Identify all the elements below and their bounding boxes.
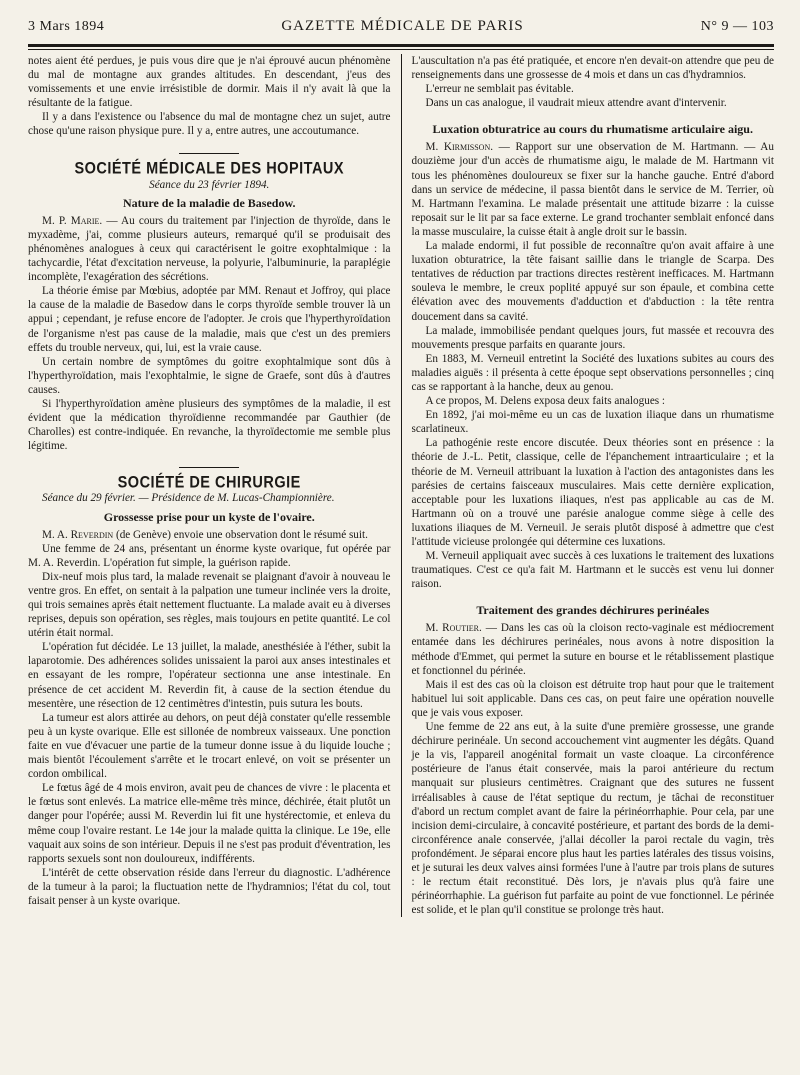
paragraph: L'opération fut décidée. Le 13 juillet, la malade, anesthésiée à l'éther, subit la laparotomie. Des adhérences solides unissaient la paroi aux anses intestinales et en essayant de les rompre, l'opérateur sectionna une anse intestinale. En présence de cet accident M. Reverdin fit, à cause de la section étendue du mesentère, une résection de 12 centimètres d'intestin, puis sutura les bouts. (28, 641, 391, 710)
paragraph: — Rapport sur une observation de M. Hartmann. — Au douzième jour d'un accès de rhumatisme aigu, le malade de M. Hartmann vit tous les phénomènes douloureux se fixer sur la hanche gauche. Entré d'abord dans un service de médecine, il passa bientôt dans le service de M. Terrier, où M. Hartmann l'examina. Le malade présentait une attitude bizarre : la cuisse reposait sur le lit par sa face externe. Le grand trochanter semblait enfoncé dans la masse musculaire, la cuisse était à angle droit sur le bassin. (411, 141, 774, 238)
paragraph: La malade, immobilisée pendant quelques jours, fut massée et recouvra des mouvements presque parfaits en quarante jours. (411, 324, 774, 351)
article-title-grossesse: Grossesse prise pour un kyste de l'ovaire. (103, 509, 315, 524)
article-title-traitement: Traitement des grandes déchirures perinéales (476, 603, 710, 618)
paragraph: Il y a dans l'existence ou l'absence du mal de montagne chez un sujet, autre chose qu'une raison physique pure. Il y a, entre autres, une accoutumance. (28, 111, 391, 138)
speaker-name: M. A. Reverdin (42, 528, 114, 541)
left-column (28, 54, 401, 917)
seance-date: Séance du 23 février 1894. (149, 178, 270, 191)
paragraph: Mais il est des cas où la cloison est détruite trop haut pour que le traitement habituel lui soit applicable. Dans ces cas, on peut faire une opération nouvelle que je vais vous exposer. (411, 678, 774, 719)
paragraph: L'auscultation n'a pas été pratiquée, et encore n'en devait-on attendre que peu de renseignements dans une grossesse de 4 mois et dans un cas d'hydramnios. (411, 55, 774, 82)
paragraph: La théorie émise par Mœbius, adoptée par MM. Renaut et Joffroy, qui place la cause de la maladie de Basedow dans le corps thyroïde semble trouver là un appui ; cependant, je refuse encore de l'adopter. Je crois que l'hyperthyroïdation de l'organisme n'est pas cause de la maladie, mais que c'est un des premiers effets du trouble nerveux, qui, lui, est la vraie cause. (28, 285, 391, 354)
paragraph: — Dans les cas où la cloison recto-vaginale est médiocrement entamée dans les déchirures perinéales, nous avons à notre disposition la méthode d'Emmet, qui permet la suture en bourse et le rétablissement plastique et fonctionnel du périnée. (411, 622, 774, 677)
article-title-luxation: Luxation obturatrice au cours du rhumatisme articulaire aigu. (432, 122, 753, 137)
section-title-chirurgie: SOCIÉTÉ DE CHIRURGIE (117, 474, 301, 493)
paragraph: Une femme de 22 ans eut, à la suite d'une première grossesse, une grande déchirure perinéale. Un second accouchement vint augmenter les dégâts. Quand je la vis, l'appareil anogénital formait un vaste cloaque. La circonférence postérieure de l'anus était conservée, mais la paroi antérieure du rectum manquait sur plusieurs centimètres. Craignant que des sutures ne fussent irréalisables à cause de l'état septique du rectum, je tâchai de reconstituer d'abord un rectum complet avant de faire la périnéorrhaphie. Pour cela, par une incision demi-circulaire, à concavité postérieure, et partant des bords de la demi-circonférence anale conservée, j'allai décoller la paroi rectale du vagin, très profondément. Je séparai encore plus haut les parties latérales des tissus voisins, et je suturai les deux valves ainsi formées l'une à l'autre par trois plans de sutures : le rectum était reconstitué. Dès lors, je n'avais plus qu'à faire une périnéorrhaphie. La guérison fut parfaite au point de vue fonctionnel. Le périnée est solide, et le plan qu'il constitue se prolonge très haut. (411, 721, 774, 917)
paragraph: M. Verneuil appliquait avec succès à ces luxations le traitement des luxations traumatiques. C'est ce qu'a fait M. Hartmann et le succès est venu lui donner raison. (411, 550, 774, 591)
paragraph: — Au cours du traitement par l'injection de thyroïde, dans le myxadème, j'ai, comme plusieurs auteurs, remarqué qu'il se produisait des phénomènes analogues à ceux qui caractérisent le goitre exophtalmique : la tachycardie, l'état d'excitation nerveuse, la polyurie, l'albuminurie, la paraplégie incomplète, l'exagération des sécrétions. (28, 214, 391, 284)
paragraph: Le fœtus âgé de 4 mois environ, avait peu de chances de vivre : le placenta et le fœtus sont enlevés. La matrice elle-même très mince, déchirée, était plutôt un danger pour l'opérée; aussi M. Reverdin lui fit une hystérectomie, et enleva du même coup l'ovaire restant. Le 14e jour la malade quitta la clinique. Le 19e, elle vaquait aux soins de son intérieur. Depuis il ne s'est pas produit d'éventration, les rapports sexuels sont non douloureux, indifférents. (28, 782, 391, 865)
paragraph: La pathogénie reste encore discutée. Deux théories sont en présence : la théorie de J.-L. Petit, classique, celle de l'épanchement intraarticulaire ; et la théorie de M. Verneuil attribuant la luxation à l'action des antagonistes dans les parésies de certains faisceaux musculaires. Mais cette dernière explication, acceptable pour les luxations iliaques, n'est pas applicable au cas de M. Hartmann où on a trouvé une parésie analogue comme siège à celle des luxations iliaques de M. Verneuil. Je serais plutôt disposé à admettre que c'est l'attitude vicieuse prolongée qui détermine ces luxations. (411, 437, 774, 548)
paragraph: Si l'hyperthyroïdation amène plusieurs des symptômes de la maladie, il est évident que la médication thyroïdienne recommandée par Gauthier (de Charolles) est contre-indiquée. En revanche, la thyroïdectomie me semble plus légitime. (28, 397, 391, 453)
header-date: 3 Mars 1894 (28, 19, 105, 34)
paragraph: L'erreur ne semblait pas évitable. (425, 83, 574, 96)
header-page-number: N° 9 — 103 (700, 19, 774, 34)
speaker-name: M. P. Marie. (42, 214, 103, 227)
paragraph: Dix-neuf mois plus tard, la malade revenait se plaignant d'avoir à nouveau le ventre gros. En effet, on sentait à la palpation une tumeur inclinée vers la droite, qui trois semaines après était nettement fluctuante. La malade avait eu à diverses reprises, depuis son opération, ses règles, mais toujours en petite quantité. Le col utérin était normal. (28, 570, 391, 640)
paragraph: La malade endormi, il fut possible de reconnaître qu'on avait affaire à une luxation obturatrice, la tête faisant saillie dans le triangle de Scarpa. Des tentatives de réduction par tractions directes restèrent inefficaces. M. Hartmann souleva le membre, le creux poplité appuyé sur son épaule, et combina cette élévation avec des mouvements d'adduction et d'abduction : la tête rentra doucement dans sa cavité. (411, 240, 774, 323)
header-title: GAZETTE MÉDICALE DE PARIS (281, 18, 524, 34)
right-column (401, 54, 775, 917)
article-title-basedow: Nature de la maladie de Basedow. (123, 195, 296, 210)
paragraph: La tumeur est alors attirée au dehors, on peut déjà constater qu'elle ressemble peu à un kyste ovarique. Elle est sillonée de nombreux vaisseaux. Une ponction faite en vue d'évacuer une partie de la tumeur donne issue à du liquide louche ; mais bientôt l'écoulement s'arrête et le trocart enlevé, on voit se présenter un cordon ombilical. (28, 711, 391, 781)
seance-presidence: Séance du 29 février. — Présidence de M. Lucas-Championnière. (42, 492, 335, 505)
paragraph: L'intérêt de cette observation réside dans l'erreur du diagnostic. L'adhérence de la tumeur à la paroi; la fluctuation nette de l'hydramnios; l'état du col, tout faisait penser à un kyste ovarique. (28, 866, 391, 907)
header-rule (28, 44, 774, 50)
paragraph: notes aient été perdues, je puis vous dire que je n'ai éprouvé aucun phénomène du mal de montagne aux grandes altitudes. En descendant, j'eus des vomissements et une envie irrésistible de dormir. Mais il n'y avait là que la résultante de la fatigue. (28, 55, 391, 110)
paragraph: Un certain nombre de symptômes du goitre exophtalmique sont dûs à l'hyperthyroïdation, mais l'exophtalmie, le signe de Graefe, sont dûs à d'autres causes. (28, 355, 391, 396)
section-divider (179, 153, 239, 154)
paragraph: (de Genève) envoie une observation dont le résumé suit. (113, 528, 368, 541)
paragraph: En 1883, M. Verneuil entretint la Société des luxations subites au cours des maladies aiguës : il présenta à cette époque sept observations personnelles ; cinq cas se rapportant à la hanche, deux au genou. (411, 352, 774, 393)
section-title-hopitaux: SOCIÉTÉ MÉDICALE DES HOPITAUX (74, 159, 345, 178)
paragraph: A ce propos, M. Delens exposa deux faits analogues : (425, 395, 666, 408)
speaker-name: M. Kirmisson. (425, 141, 494, 154)
paragraph: Dans un cas analogue, il vaudrait mieux attendre avant d'intervenir. (425, 97, 727, 110)
section-divider (179, 467, 239, 468)
paragraph: En 1892, j'ai moi-même eu un cas de luxation iliaque dans un rhumatisme scarlatineux. (411, 409, 774, 436)
speaker-name: M. Routier. (425, 622, 482, 635)
paragraph: Une femme de 24 ans, présentant un énorme kyste ovarique, fut opérée par M. A. Reverdin. L'opération fut simple, la guérison rapide. (28, 542, 391, 569)
page-header (28, 18, 774, 38)
